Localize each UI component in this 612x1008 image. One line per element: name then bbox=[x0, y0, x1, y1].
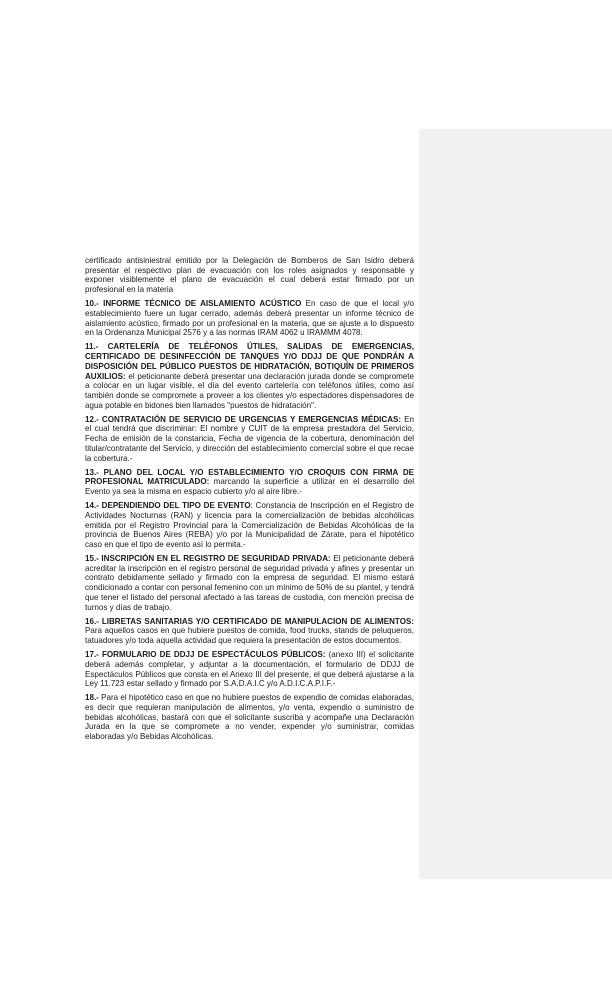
item-13 bbox=[85, 468, 414, 497]
item-body: marcando la superficie a utilizar en el desarrollo del Evento ya sea la misma en espacio cubierto y/o al aire libre.- bbox=[85, 477, 414, 497]
item-heading: 15.- INSCRIPCIÓN EN EL REGISTRO DE SEGURIDAD PRIVADA: bbox=[85, 554, 331, 564]
item-heading: 14.- DEPENDIENDO DEL TIPO DE EVENTO bbox=[85, 501, 251, 511]
item-heading: 10.- INFORME TÉCNICO DE AISLAMIENTO ACÚSTICO bbox=[85, 299, 302, 309]
item-11 bbox=[85, 342, 414, 410]
item-15 bbox=[85, 554, 414, 612]
item-12 bbox=[85, 415, 414, 464]
item-14 bbox=[85, 501, 414, 550]
item-body: En caso de que el local y/o establecimiento fuere un lugar cerrado, además deberá presentar un informe técnico de aislamiento acústico, firmado por un profesional en la materia, que se ajuste a lo dispuesto en la Ordenanza Municipal 2576 y a las normas IRAM 4062 u IRAMMM 4078. bbox=[85, 299, 414, 338]
item-body: el peticionante deberá presentar una declaración jurada donde se compromete a colocar en un lugar visible, el día del evento cartelería con teléfonos útiles, como así también donde se compromete a proveer a los clientes y/o espectadores dispensadores de agua potable en bidones bien llamados "puestos de hidratación". bbox=[85, 371, 414, 410]
item-17 bbox=[85, 650, 414, 689]
intro-paragraph: certificado antisiniestral emitido por la Delegación de Bomberos de San Isidro deberá presentar el respectivo plan de evacuación con los roles asignados y responsable y exponer visiblemente el plano de evacuación el cual deberá estar firmado por un profesional en la materia bbox=[85, 256, 414, 295]
item-heading: 13.- PLANO DEL LOCAL Y/O ESTABLECIMIENTO Y/O CROQUIS CON FIRMA DE PROFESIONAL MATRICULADO: bbox=[85, 467, 414, 487]
item-16 bbox=[85, 617, 414, 646]
item-heading: 17.- FORMULARIO DE DDJJ DE ESPECTÁCULOS PÚBLICOS: bbox=[85, 650, 326, 660]
item-heading: 12.- CONTRATACIÓN DE SERVICIO DE URGENCIAS Y EMERGENCIAS MÉDICAS: bbox=[85, 414, 402, 424]
item-10 bbox=[85, 299, 414, 338]
item-heading: 11.- CARTELERÍA DE TELÉFONOS ÚTILES, SALIDAS DE EMERGENCIAS, CERTIFICADO DE DESINFECCIÓN DE TANQUES Y/O DDJJ DE QUE PONDRÁN A DISPOSICIÓN DEL PÚBLICO PUESTOS DE HIDRATACIÓN, BOTIQUÍN DE PRIMEROS AUXILIOS: bbox=[85, 342, 414, 381]
item-body: El peticionante deberá acreditar la inscripción en el registro personal de seguridad privada y afines y presentar un contrato debidamente sellado y firmado con la empresa de seguridad. El mismo estará condicionado a contar con personal femenino con un mínimo de 50% de su plantel, y tendrá que tener el listado del personal afectado a las tareas de custodia, con mención precisa de turnos y días de trabajo. bbox=[85, 554, 414, 612]
item-body: Para el hipotético caso en que no hubiere puestos de expendio de comidas elaboradas, es decir que requieran manipulación de alimentos, y/o venta, expendio o suministro de bebidas alcohólicas, bastará con que el solicitante suscriba y acompañe una Declaración Jurada en la que se compromete a no vender, expender y/o suministrar, comidas elaboradas y/o Bebidas Alcohólicas. bbox=[85, 693, 414, 742]
item-heading: 16.- LIBRETAS SANITARIAS Y/O CERTIFICADO DE MANIPULACION DE ALIMENTOS: bbox=[85, 616, 414, 626]
item-heading: 18.- bbox=[85, 693, 99, 703]
document-body bbox=[85, 256, 414, 746]
item-body: Para aquellos casos en que hubiere puestos de comida, food trucks, stands de peluqueros, tatuadores y/o toda aquella actividad que requiera la presentación de estos documentos. bbox=[85, 626, 414, 646]
item-body: : Constancia de Inscripción en el Registro de Actividades Nocturnas (RAN) y licencia para la comercialización de bebidas alcohólicas emitida por el Registro Provincial para la Comercialización de Bebidas Alcohólicas de la provincia de Buenos Aires (REBA) y/o por la Municipalidad de Zárate, para el hipotético caso en que el tipo de evento así lo permita.- bbox=[85, 501, 414, 549]
comment-pane bbox=[419, 129, 612, 879]
item-body: En el cual tendrá que discriminar: El nombre y CUIT de la empresa prestadora del Servicio, Fecha de emisión de la constancia, Fecha de vigencia de la cobertura, denominación del titular/contratante del Servicio, y dirección del establecimiento comercial sobre el que recae la cobertura.- bbox=[85, 414, 414, 463]
item-body: (anexo III) el solicitante deberá además completar, y adjuntar a la documentación, el formulario de DDJJ de Espectáculos Públicos que consta en el Anexo III del presente, el que deberá ajustarse a la Ley 11.723 estar sellado y firmado por S.A.D.A.I.C y/o A.D.I.C.A.P.I.F.- bbox=[85, 650, 415, 689]
item-18 bbox=[85, 693, 414, 742]
